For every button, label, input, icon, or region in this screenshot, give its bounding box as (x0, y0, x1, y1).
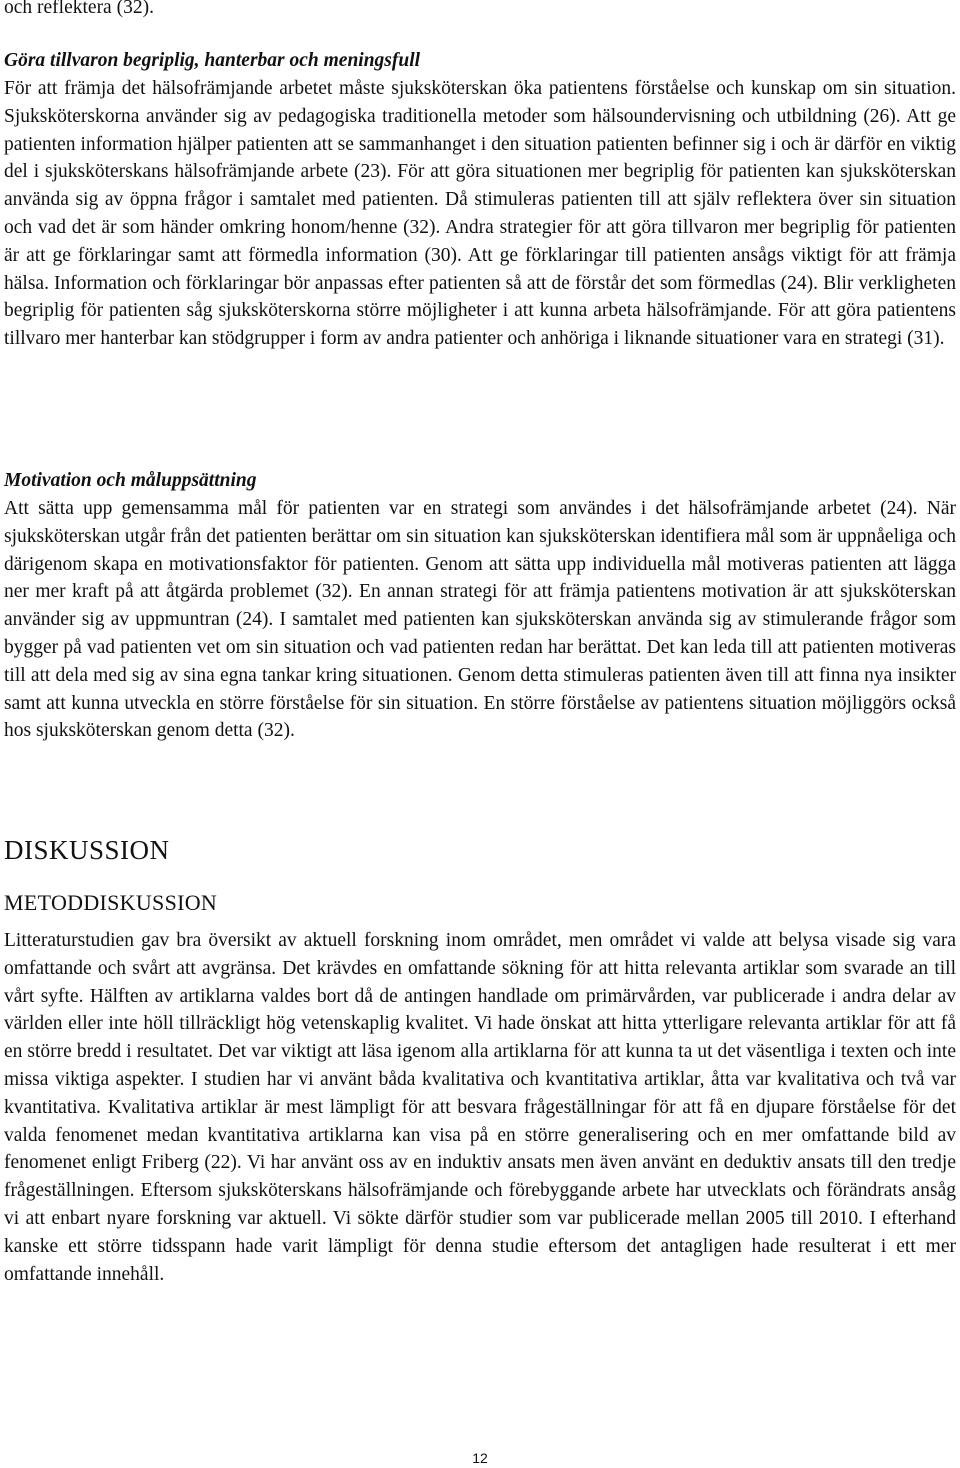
page-number: 12 (472, 1450, 488, 1466)
section-body-motivation: Att sätta upp gemensamma mål för patienten var en strategi som användes i det hälsofrämjande arbetet (24). När sjuksköterskan utgår från det patienten berättar om sin situation kan sjuksköterskan identifiera mål som är uppnåeliga och därigenom skapa en motivationsfaktor för patienten. Genom att sätta upp individuella mål motiveras patienten att lägga ner mer kraft på att åtgärda problemet (32). En annan strategi för att främja patientens motivation är att sjuksköterskan använder sig av uppmuntran (24). I samtalet med patienten kan sjuksköterskan använda sig av stimulerande frågor som bygger på vad patienten vet om sin situation och vad patienten redan har berättat. Det kan leda till att patienten motiveras till att dela med sig av sina egna tankar kring situationen. Genom detta stimuleras patienten även till att finna nya insikter samt att kunna utveckla en större förståelse för sin situation. En större förståelse av patientens situation möjliggörs också hos sjuksköterskan genom detta (32). (4, 498, 956, 742)
section-body-begriplig: För att främja det hälsofrämjande arbetet måste sjuksköterskan öka patientens förståelse och kunskap om sin situation. Sjuksköterskorna använder sig av pedagogiska traditionella metoder som hälsoundervisning och utbildning (26). Att ge patienten information hjälper patienten att se sammanhanget i den situation patienten befinner sig i och är därför en viktig del i sjuksköterskans hälsofrämjande arbete (23). För att göra situationen mer begriplig för patienten kan sjuksköterskan använda sig av öppna frågor i samtalet med patienten. Då stimuleras patienten till att själv reflektera över sin situation och vad det är som händer omkring honom/henne (32). Andra strategier för att göra tillvaron mer begriplig för patienten är att ge förklaringar samt att förmedla information (30). Att ge förklaringar till patienten ansågs viktigt för att främja hälsa. Information och förklaringar bör anpassas efter patienten så att de förstår det som förmedlas (24). Blir verkligheten begriplig för patienten såg sjuksköterskorna större möjligheter i att kunna arbeta hälsofrämjande. För att göra patientens tillvaro mer hanterbar kan stödgrupper i form av andra patienter och anhöriga i liknande situationer vara en strategi (31). (4, 78, 956, 350)
section-body-metoddiskussion: Litteraturstudien gav bra översikt av aktuell forskning inom området, men området vi valde att belysa visade sig vara omfattande och svårt att avgränsa. Det krävdes en omfattande sökning för att hitta relevanta artiklar som svarade an till vårt syfte. Hälften av artiklarna valdes bort då de antingen handlade om primärvården, var publicerade i andra delar av världen eller inte höll tillräckligt hög vetenskaplig kvalitet. Vi hade önskat att hitta ytterligare relevanta artiklar för att få en större bredd i resultatet. Det var viktigt att läsa igenom alla artiklarna för att kunna ta ut det väsentliga i texten och inte missa viktiga aspekter. I studien har vi använt båda kvalitativa och kvantitativa artiklar, åtta var kvalitativa och två var kvantitativa. Kvalitativa artiklar är mest lämpligt för att besvara frågeställningar för att få en djupare förståelse för det valda fenomenet medan kvantitativa artiklarna kan visa på en större generalisering och en mer omfattande bild av fenomenet enligt Friberg (22). Vi har använt oss av en induktiv ansats men även använt en deduktiv ansats till den tredje frågeställningen. Eftersom sjuksköterskans hälsofrämjande och förebyggande arbete har utvecklats och förändrats ansåg vi att enbart nyare forskning var aktuell. Vi sökte därför studier som var publicerade mellan 2005 till 2010. I efterhand kanske ett större tidsspann hade varit lämpligt för denna studie eftersom det antagligen hade resulterat i ett mer omfattande innehåll. (4, 930, 956, 1285)
continued-text-fragment: och reflektera (32). (4, 0, 154, 18)
section-heading-metoddiskussion: METODDISKUSSION (4, 890, 218, 915)
section-heading-motivation: Motivation och måluppsättning (4, 470, 257, 491)
chapter-heading-diskussion: DISKUSSION (4, 835, 170, 865)
section-heading-begriplig: Göra tillvaron begriplig, hanterbar och meningsfull (4, 50, 421, 71)
